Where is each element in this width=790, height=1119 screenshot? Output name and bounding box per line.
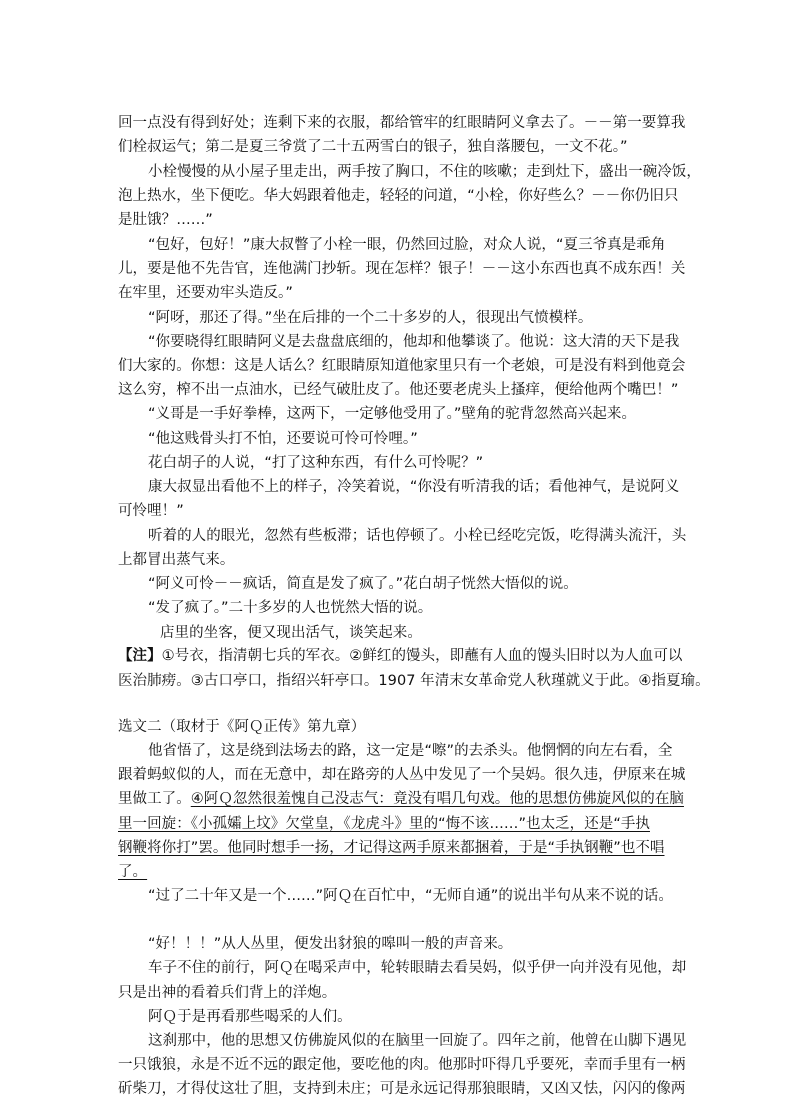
- note-text: ①号衣，指清朝七兵的军衣。②鲜红的馒头，即蘸有人血的馒头旧时以为人血可以: [161, 648, 683, 664]
- text-line: 阿Ｑ于是再看那些喝采的人们。: [148, 1009, 352, 1025]
- text-line: 回一点没有得到好处；连剩下来的衣服，都给管牢的红眼睛阿义拿去了。－－第一要算我: [118, 115, 686, 131]
- underlined-text: 了。: [118, 864, 148, 880]
- underlined-text: 钢鞭将你打”罢。他同时想手一扬，才记得这两手原来都捆着，于是“手执钢鞭”也不唱: [118, 840, 665, 856]
- text-line: 上都冒出蒸气来。: [118, 552, 235, 568]
- plain-text: 里做工了。: [118, 791, 191, 807]
- text-line: [118, 645, 683, 667]
- text-line: 斫柴刀，才得仗这壮了胆，支持到未庄；可是永远记得那狼眼睛，又凶又怯，闪闪的像两: [118, 1081, 686, 1097]
- text-line: 可怜哩！”: [118, 503, 184, 519]
- text-line: “你要晓得红眼睛阿义是去盘盘底细的，他却和他攀谈了。他说：这大清的天下是我: [148, 334, 680, 350]
- text-line: 在牢里，还要劝牢头造反。”: [118, 285, 293, 301]
- underlined-text: ④阿Ｑ忽然很羞愧自己没志气：竟没有唱几句戏。他的思想仿佛旋风似的在脑: [190, 791, 684, 807]
- text-line: 听着的人的眼光，忽然有些板滞；话也停顿了。小栓已经吃完饭，吃得满头流汗，头: [148, 528, 687, 544]
- text-line: 这么穷，榨不出一点油水，已经气破肚皮了。他还要老虎头上搔痒，便给他两个嘴巴！”: [118, 382, 679, 398]
- text-line: 他省悟了，这是绕到法场去的路，这一定是“嚓”的去杀头。他惘惘的向左右看，全: [148, 743, 673, 759]
- text-line: 车子不住的前行，阿Ｑ在喝采声中，轮转眼睛去看吴妈，似乎伊一向并没有见他，却: [148, 960, 687, 976]
- text-line: “他这贱骨头打不怕，还要说可怜可怜哩。”: [148, 431, 418, 447]
- text-line: [118, 813, 678, 835]
- text-line: 是肚饿？……”: [118, 212, 213, 228]
- text-line: “包好，包好！”康大叔瞥了小栓一眼，仍然回过脸，对众人说，“夏三爷真是乖角: [148, 237, 666, 253]
- text-line: 选文二（取材于《阿Ｑ正传》第九章）: [118, 719, 366, 735]
- text-line: [118, 788, 684, 810]
- text-line: 花白胡子的人说，“打了这种东西，有什么可怜呢？”: [148, 455, 484, 471]
- text-line: 儿，要是他不先告官，连他满门抄斩。现在怎样？银子！－－这小东西也真不成东西！关: [118, 261, 686, 277]
- text-line: 只是出神的看着兵们背上的洋炮。: [118, 985, 337, 1001]
- underlined-text: 里一回旋：《小孤孀上坟》欠堂皇，《龙虎斗》里的“悔不该……”也太乏，还是“手执: [118, 816, 650, 832]
- text-line: 们栓叔运气；第二是夏三爷赏了二十五两雪白的银子，独自落腰包，一文不花。”: [118, 139, 628, 155]
- text-line: 医治肺痨。③古口亭口，指绍兴轩亭口。1907 年清末女革命党人秋瑾就义于此。④指夏瑜。: [118, 673, 710, 689]
- text-line: “阿呀，那还了得。”坐在后排的一个二十多岁的人，很现出气愤模样。: [148, 310, 593, 326]
- text-line: [118, 837, 678, 859]
- text-line: 一只饿狼，永是不近不远的跟定他，要吃他的肉。他那时吓得几乎要死，幸而手里有一柄: [118, 1057, 686, 1073]
- text-line: “好！！！”从人丛里，便发出豺狼的嗥叫一般的声音来。: [148, 936, 513, 952]
- text-line: “义哥是一手好拳棒，这两下，一定够他受用了。”壁角的驼背忽然高兴起来。: [148, 406, 637, 422]
- text-line: 跟着蚂蚁似的人，而在无意中，却在路旁的人丛中发见了一个吴妈。很久违，伊原来在城: [118, 767, 686, 783]
- text-line: “阿义可怜－－疯话，简直是发了疯了。”花白胡子恍然大悟似的说。: [148, 576, 578, 592]
- text-line: “过了二十年又是一个……”阿Ｑ在百忙中，“无师自通”的说出半句从来不说的话。: [148, 888, 673, 904]
- text-line: 店里的坐客，便又现出活气，谈笑起来。: [160, 625, 422, 641]
- text-line: 康大叔显出看他不上的样子，冷笑着说，“你没有听清我的话；看他神气，是说阿义: [148, 479, 680, 495]
- note-label: 【注】: [118, 648, 162, 664]
- text-line: 泡上热水，坐下便吃。华大妈跟着他走，轻轻的问道，“小栓，你好些么？－－你仍旧只: [118, 188, 679, 204]
- text-line: 们大家的。你想：这是人话么？红眼睛原知道他家里只有一个老娘，可是没有料到他竟会: [118, 358, 686, 374]
- text-line: [118, 861, 678, 883]
- text-line: “发了疯了。”二十多岁的人也恍然大悟的说。: [148, 600, 433, 616]
- text-line: 这刹那中，他的思想又仿佛旋风似的在脑里一回旋了。四年之前，他曾在山脚下遇见: [148, 1033, 687, 1049]
- text-line: 小栓慢慢的从小屋子里走出，两手按了胸口，不住的咳嗽；走到灶下，盛出一碗冷饭，: [148, 164, 701, 180]
